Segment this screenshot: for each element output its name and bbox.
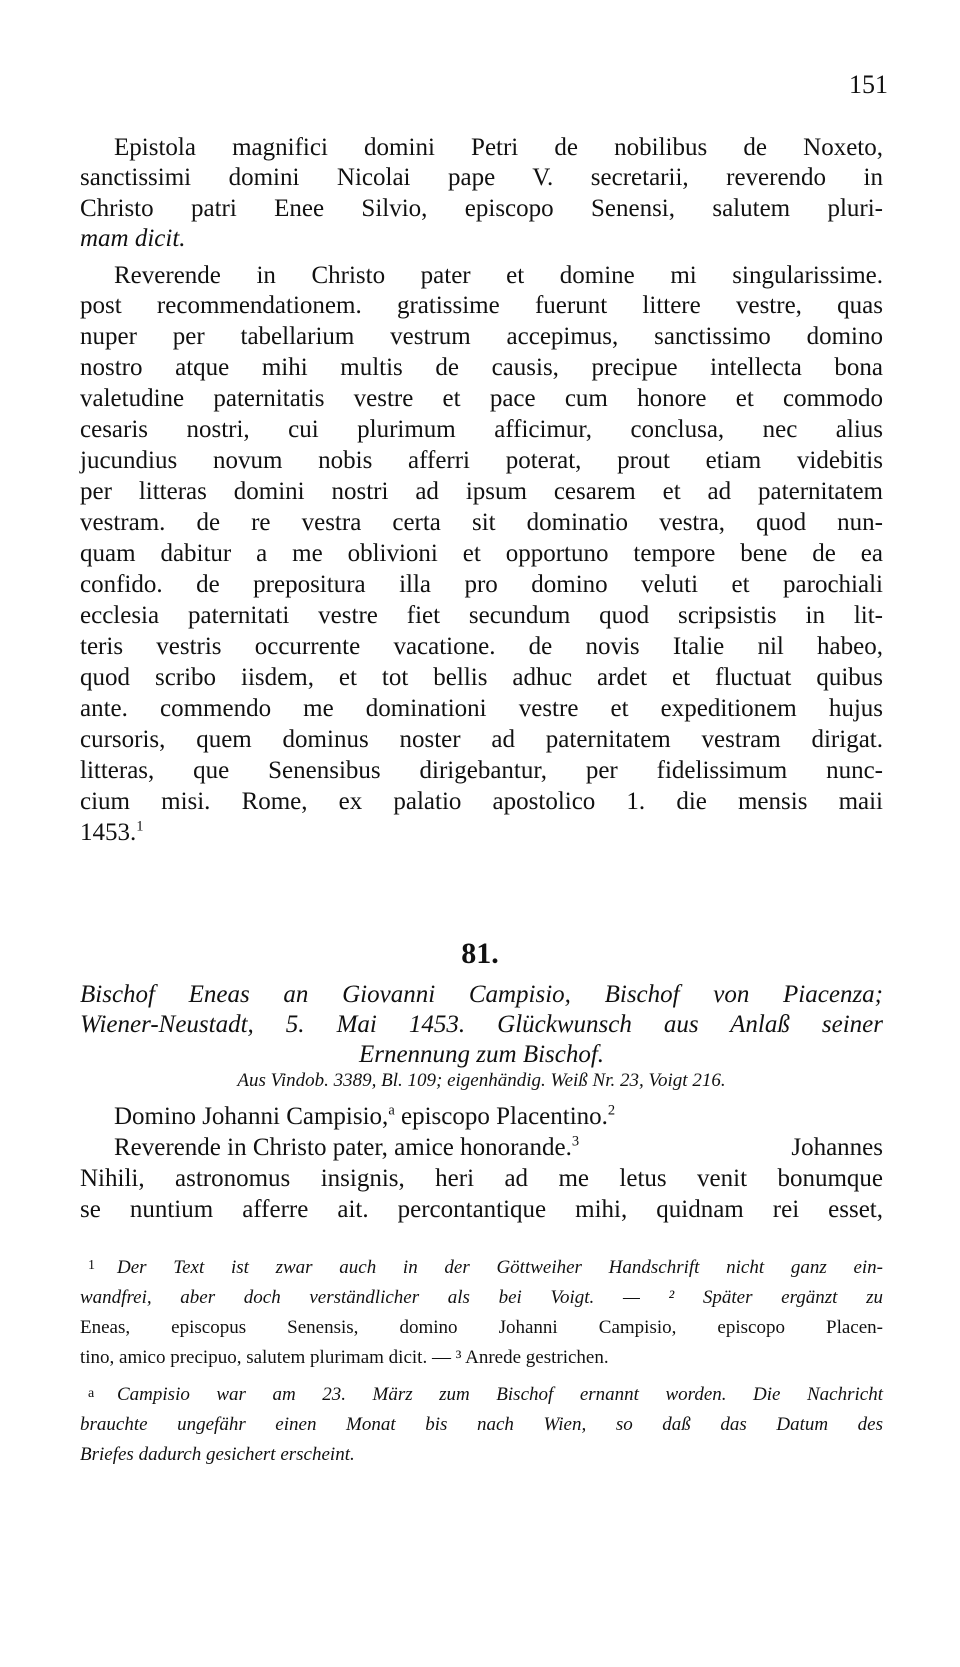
- footnote-marker: a: [88, 1386, 95, 1401]
- address-rest: episcopo Placentino.: [394, 1103, 608, 1130]
- footnote-line: Campisio war am 23. März zum Bischof ernannt worden. Die Nachricht: [117, 1384, 883, 1405]
- letter-line: per litteras domini nostri ad ipsum cesarem et ad paternitatem: [80, 478, 883, 505]
- letter-date-year: 1453.: [80, 819, 137, 846]
- letter-line: Christo patri Enee Silvio, episcopo Senensi, salutem pluri-: [80, 195, 883, 222]
- letter-line: nostro atque mihi multis de causis, precipue intellecta bona: [80, 354, 883, 381]
- footnote-ref-a: a: [388, 1102, 395, 1119]
- greeting-text: [114, 1133, 579, 1163]
- footnote-line: wandfrei, aber doch verständlicher als bei Voigt. — ² Später ergänzt zu: [80, 1287, 883, 1308]
- address-name: Domino Johanni Campisio,: [114, 1103, 389, 1130]
- letter-line: Reverende in Christo pater et domine mi singularissime.: [114, 262, 883, 289]
- letter-line: litteras, que Senensibus dirigebantur, per fidelissimum nunc-: [80, 757, 883, 784]
- letter-address: [114, 1102, 883, 1132]
- regest-line: Ernennung zum Bischof.: [358, 1041, 605, 1068]
- letter-line: se nuntium afferre ait. percontantique mihi, quidnam rei esset,: [80, 1196, 883, 1223]
- footnote-marker: 1: [88, 1258, 95, 1273]
- regest-line: Wiener-Neustadt, 5. Mai 1453. Glückwunsch aus Anlaß seiner: [80, 1011, 883, 1038]
- letter-line: teris vestris occurrente vacatione. de novis Italie nil habeo,: [80, 633, 883, 660]
- letter-greeting: [114, 1133, 883, 1163]
- letter-line: nuper per tabellarium vestrum accepimus, sanctissimo domino: [80, 323, 883, 350]
- document-number: 81.: [461, 937, 499, 970]
- footnote-line: Eneas, episcopus Senensis, domino Johanni Campisio, episcopo Placen-: [80, 1317, 883, 1338]
- letter-line: valetudine paternitatis vestre et pace cum honore et commodo: [80, 385, 883, 412]
- letter-line: cium misi. Rome, ex palatio apostolico 1. die mensis maii: [80, 788, 883, 815]
- footnote-line: tino, amico precipuo, salutem plurimam dicit. — ³ Anrede gestrichen.: [80, 1347, 609, 1368]
- greeting-continuation: Johannes: [791, 1134, 883, 1161]
- letter-closing-line: [80, 818, 883, 848]
- letter-line: ecclesia paternitati vestre fiet secundum quod scripsistis in lit-: [80, 602, 883, 629]
- letter-line: quod scribo iisdem, et tot bellis adhuc ardet et fluctuat quibus: [80, 664, 883, 691]
- page-number: 151: [849, 70, 888, 99]
- letter-line: Epistola magnifici domini Petri de nobilibus de Noxeto,: [114, 134, 883, 161]
- letter-line: ante. commendo me dominationi vestre et expeditionem hujus: [80, 695, 883, 722]
- footnote-ref-1: 1: [136, 818, 144, 835]
- letter-line: Nihili, astronomus insignis, heri ad me letus venit bonumque: [80, 1165, 883, 1192]
- footnote-line: brauchte ungefähr einen Monat bis nach Wien, so daß das Datum des: [80, 1414, 883, 1435]
- greeting: Reverende in Christo pater, amice honorande.: [114, 1134, 572, 1161]
- letter-line: jucundius novum nobis afferri poterat, prout etiam videbitis: [80, 447, 883, 474]
- letter-line: post recommendationem. gratissime fuerunt littere vestre, quas: [80, 292, 883, 319]
- footnote-ref-3: 3: [571, 1133, 580, 1150]
- footnote-line: Briefes dadurch gesichert erscheint.: [80, 1444, 355, 1465]
- letter-line: quam dabitur a me oblivioni et opportuno tempore bene de ea: [80, 540, 883, 567]
- footnote-ref-2: 2: [607, 1102, 616, 1119]
- letter-line: vestram. de re vestra certa sit dominatio vestra, quod nun-: [80, 509, 883, 536]
- letter-line: mam dicit.: [80, 225, 186, 252]
- regest-line: Bischof Eneas an Giovanni Campisio, Bischof von Piacenza;: [80, 981, 883, 1008]
- letter-line: confido. de prepositura illa pro domino veluti et parochiali: [80, 571, 883, 598]
- footnote-line: Der Text ist zwar auch in der Göttweiher Handschrift nicht ganz ein-: [117, 1257, 883, 1278]
- letter-line: cesaris nostri, cui plurimum afficimur, conclusa, nec alius: [80, 416, 883, 443]
- letter-line: sanctissimi domini Nicolai pape V. secretarii, reverendo in: [80, 164, 883, 191]
- letter-line: cursoris, quem dominus noster ad paternitatem vestram dirigat.: [80, 726, 883, 753]
- document-source: Aus Vindob. 3389, Bl. 109; eigenhändig. Weiß Nr. 23, Voigt 216.: [237, 1070, 726, 1091]
